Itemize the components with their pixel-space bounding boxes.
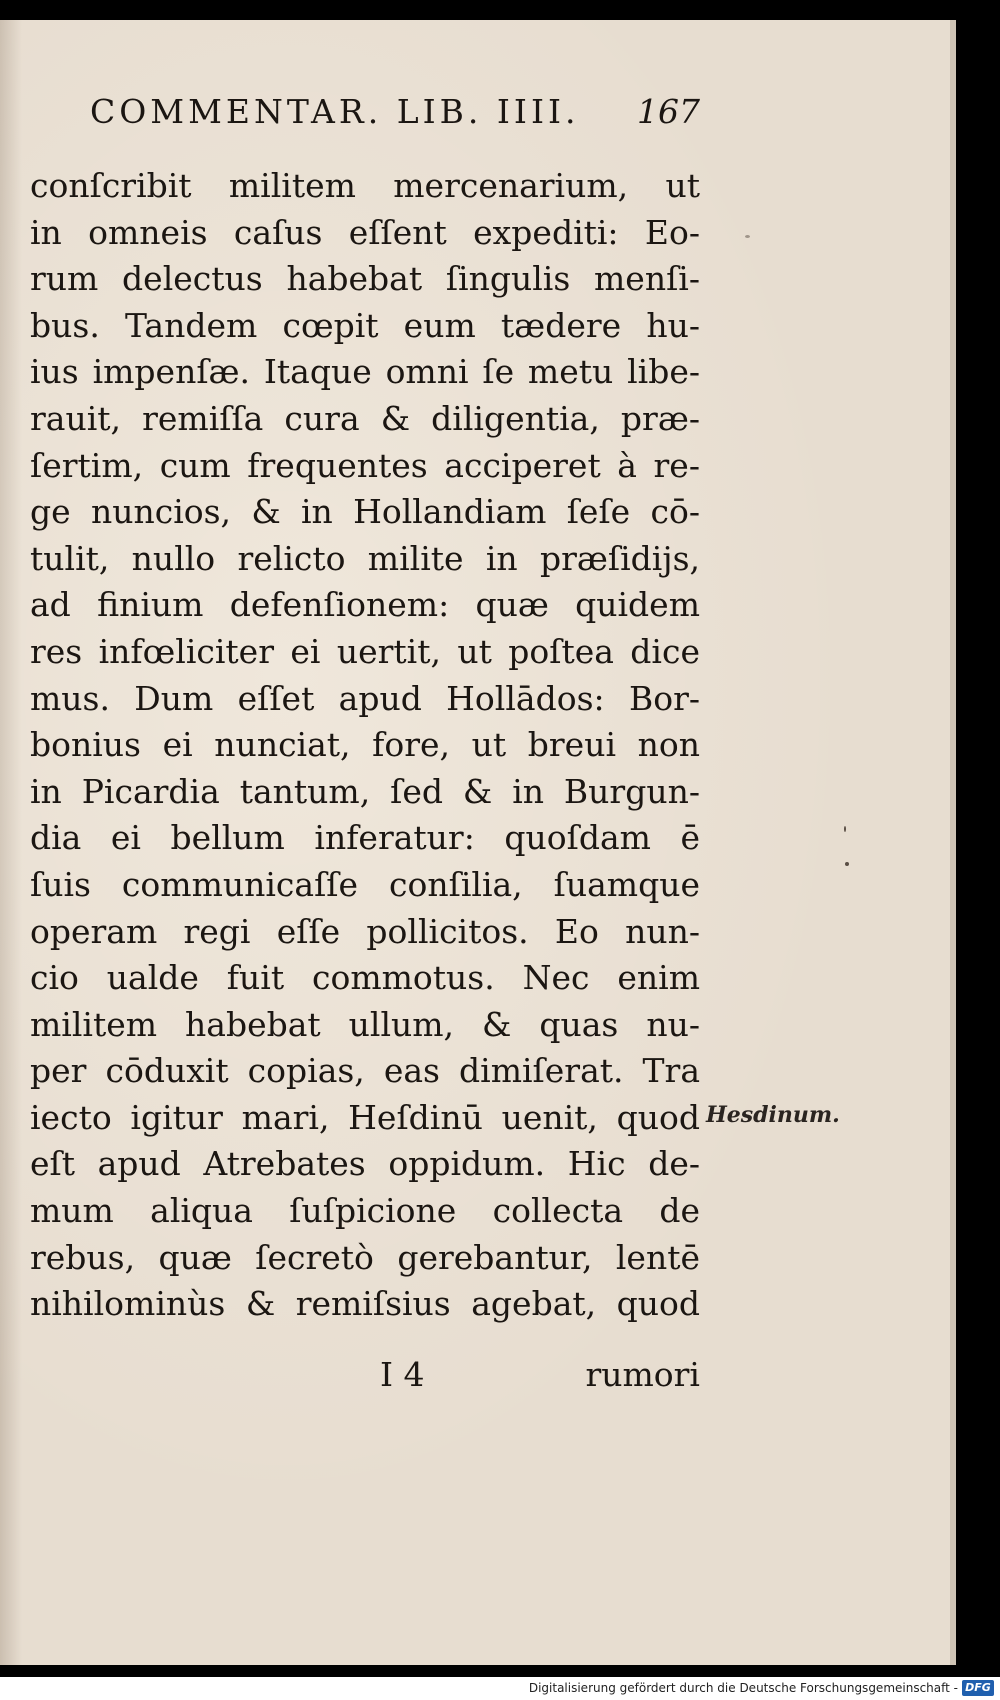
page-edge <box>950 20 956 1665</box>
marginal-note: Hesdinum. <box>706 1102 840 1128</box>
ink-speck <box>745 235 750 238</box>
ink-speck <box>844 826 846 832</box>
dfg-logo-icon: DFG <box>962 1680 994 1696</box>
text-line: in omneis caſus eſſent expediti: Eo- <box>30 212 700 252</box>
text-line: ſuis communicaſſe conſilia, ſuamque <box>30 864 700 904</box>
funding-credit: Digitalisierung gefördert durch die Deutsche Forschungsgemeinschaft - <box>528 1681 958 1695</box>
body-text <box>30 163 700 1328</box>
text-line: iecto igitur mari, Heſdinū uenit, quod <box>30 1097 700 1137</box>
text-line: res infœliciter ei uertit, ut poſtea dice <box>30 631 700 671</box>
text-line: ad finium defenſionem: quæ quidem <box>30 585 700 625</box>
text-line: ge nuncios, & in Hollandiam ſeſe cō- <box>30 492 700 532</box>
text-line: rauit, remiſſa cura & diligentia, præ- <box>30 398 700 438</box>
book-page <box>0 20 956 1665</box>
text-line: ius impenſæ. Itaque omni ſe metu libe- <box>30 352 700 392</box>
text-line: mus. Dum eſſet apud Hollādos: Bor- <box>30 678 700 718</box>
page-number: 167 <box>637 92 700 131</box>
text-line: militem habebat ullum, & quas nu- <box>30 1004 700 1044</box>
text-line: bus. Tandem cœpit eum tædere hu- <box>30 305 700 345</box>
catchword: rumori <box>585 1355 700 1394</box>
footer-bar <box>0 1677 1000 1700</box>
text-line: rum delectus habebat ſingulis menſi- <box>30 259 700 299</box>
signature-mark: I 4 <box>380 1355 425 1394</box>
text-line: eſt apud Atrebates oppidum. Hic de- <box>30 1144 700 1184</box>
text-line: tulit, nullo relicto milite in præſidijs, <box>30 538 700 578</box>
ink-speck <box>845 862 849 866</box>
text-line: per cōduxit copias, eas dimiſerat. Tra <box>30 1051 700 1091</box>
text-line: cio ualde fuit commotus. Nec enim <box>30 958 700 998</box>
text-line: mum aliqua ſuſpicione collecta de <box>30 1191 700 1231</box>
text-line: bonius ei nunciat, fore, ut breui non <box>30 725 700 765</box>
running-title: COMMENTAR. LIB. IIII. <box>90 92 580 131</box>
text-line: operam regi eſſe pollicitos. Eo nun- <box>30 911 700 951</box>
text-line: rebus, quæ ſecretò gerebantur, lentē <box>30 1237 700 1277</box>
text-line: dia ei bellum inferatur: quoſdam ē <box>30 818 700 858</box>
catchline <box>30 1355 700 1403</box>
text-line: nihilominùs & remiſsius agebat, quod <box>30 1284 700 1324</box>
text-line: ſertim, cum frequentes acciperet à re- <box>30 445 700 485</box>
text-line: conſcribit militem mercenarium, ut <box>30 166 700 205</box>
text-line: in Picardia tantum, ſed & in Burgun- <box>30 771 700 811</box>
running-head <box>90 92 700 138</box>
